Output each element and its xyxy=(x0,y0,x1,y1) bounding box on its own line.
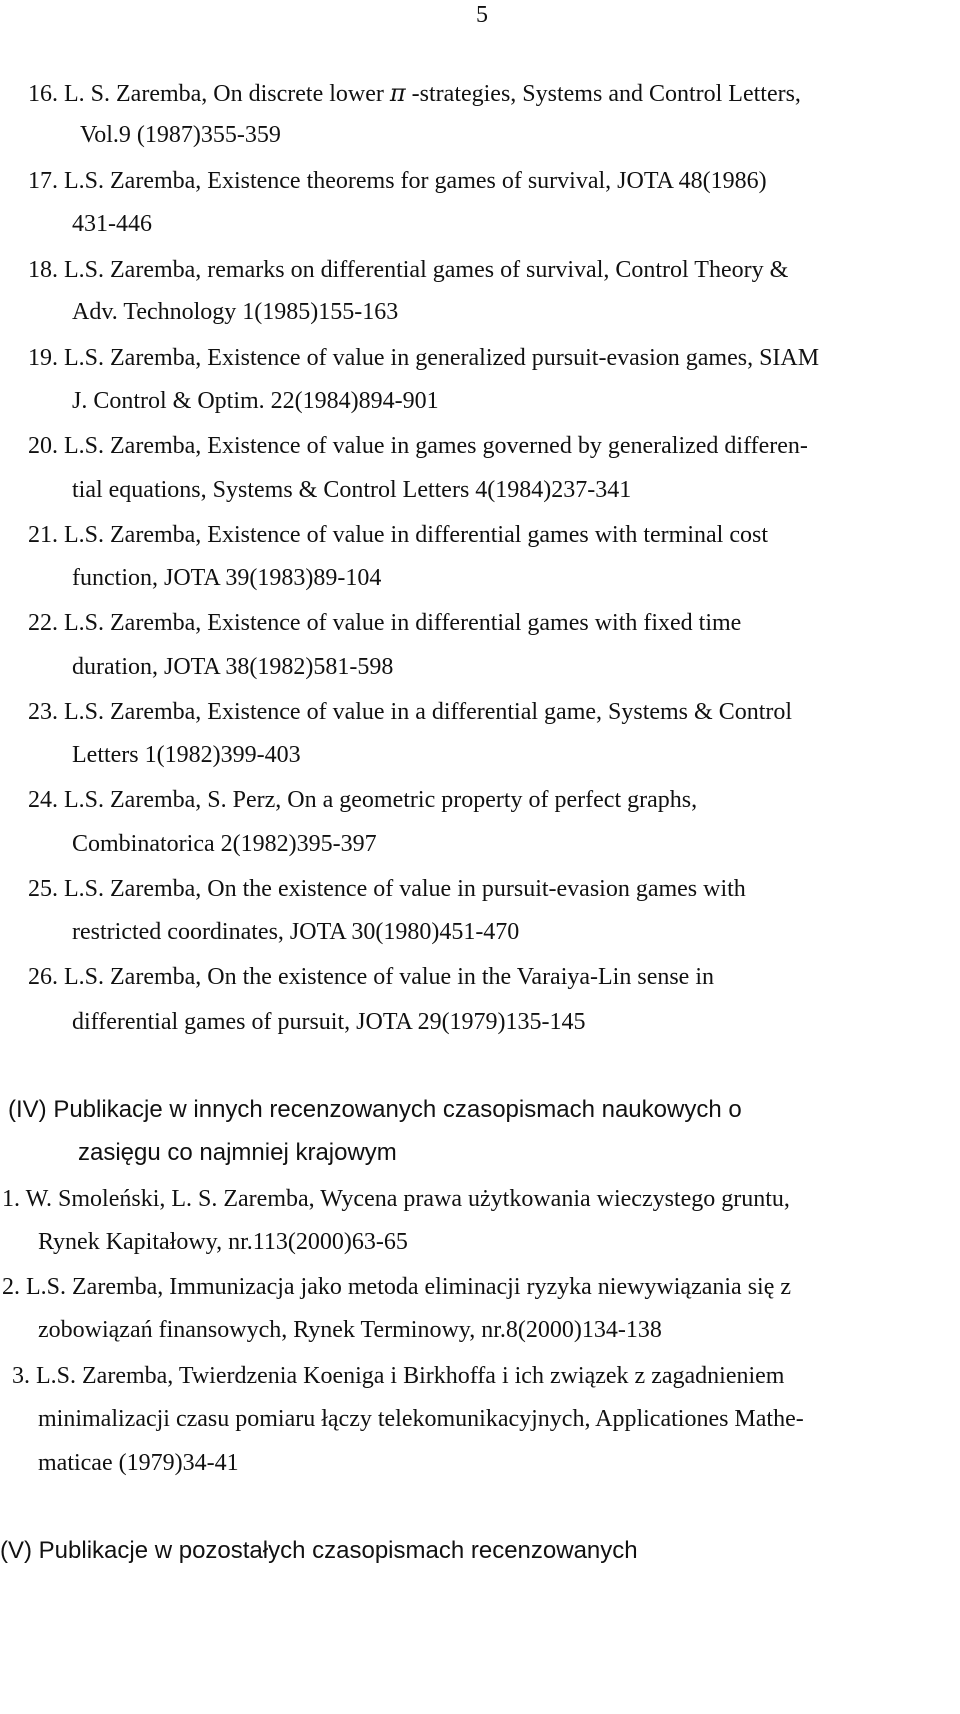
reference-line: 21. L.S. Zaremba, Existence of value in differential games with terminal cost xyxy=(28,522,768,548)
reference-line: restricted coordinates, JOTA 30(1980)451-470 xyxy=(72,919,520,945)
section-heading: (IV) Publikacje w innych recenzowanych czasopismach naukowych o xyxy=(8,1096,742,1123)
reference-line: 23. L.S. Zaremba, Existence of value in a differential game, Systems & Control xyxy=(28,699,793,725)
reference-line: 17. L.S. Zaremba, Existence theorems for games of survival, JOTA 48(1986) xyxy=(28,168,767,194)
reference-line: 431-446 xyxy=(72,211,152,237)
reference-text: -strategies, Systems and Control Letters, xyxy=(405,81,801,107)
reference-line: 22. L.S. Zaremba, Existence of value in differential games with fixed time xyxy=(28,610,742,636)
reference-line: 20. L.S. Zaremba, Existence of value in games governed by generalized differen- xyxy=(28,433,808,459)
reference-line: Combinatorica 2(1982)395-397 xyxy=(72,831,377,857)
reference-line: differential games of pursuit, JOTA 29(1979)135-145 xyxy=(72,1009,586,1035)
publication-line: maticae (1979)34-41 xyxy=(38,1450,239,1476)
publication-line: Rynek Kapitałowy, nr.113(2000)63-65 xyxy=(38,1229,408,1255)
reference-line: function, JOTA 39(1983)89-104 xyxy=(72,565,382,591)
publication-line: 1. W. Smoleński, L. S. Zaremba, Wycena prawa użytkowania wieczystego gruntu, xyxy=(2,1186,790,1212)
reference-line: 24. L.S. Zaremba, S. Perz, On a geometric property of perfect graphs, xyxy=(28,787,698,813)
reference-line: 18. L.S. Zaremba, remarks on differential games of survival, Control Theory & xyxy=(28,257,789,283)
reference-line: J. Control & Optim. 22(1984)894-901 xyxy=(72,388,439,414)
page-number: 5 xyxy=(476,2,488,28)
reference-line xyxy=(28,78,801,109)
publication-line: minimalizacji czasu pomiaru łączy telekomunikacyjnych, Applicationes Mathe- xyxy=(38,1406,804,1432)
reference-line: 25. L.S. Zaremba, On the existence of value in pursuit-evasion games with xyxy=(28,876,746,902)
reference-line: 19. L.S. Zaremba, Existence of value in generalized pursuit-evasion games, SIAM xyxy=(28,345,820,371)
reference-line: 26. L.S. Zaremba, On the existence of value in the Varaiya-Lin sense in xyxy=(28,964,715,990)
pi-symbol: π xyxy=(389,79,406,107)
reference-text: 16. L. S. Zaremba, On discrete lower xyxy=(28,81,390,107)
publication-line: 3. L.S. Zaremba, Twierdzenia Koeniga i Birkhoffa i ich związek z zagadnieniem xyxy=(12,1363,785,1389)
section-heading: zasięgu co najmniej krajowym xyxy=(78,1139,397,1166)
reference-line: Letters 1(1982)399-403 xyxy=(72,742,301,768)
reference-line: duration, JOTA 38(1982)581-598 xyxy=(72,654,394,680)
reference-line: tial equations, Systems & Control Letters 4(1984)237-341 xyxy=(72,477,632,503)
reference-line: Vol.9 (1987)355-359 xyxy=(80,122,281,148)
publication-line: 2. L.S. Zaremba, Immunizacja jako metoda eliminacji ryzyka niewywiązania się z xyxy=(2,1274,792,1300)
reference-line: Adv. Technology 1(1985)155-163 xyxy=(72,299,399,325)
publication-line: zobowiązań finansowych, Rynek Terminowy, nr.8(2000)134-138 xyxy=(38,1317,662,1343)
section-heading: (V) Publikacje w pozostałych czasopismach recenzowanych xyxy=(0,1537,638,1564)
